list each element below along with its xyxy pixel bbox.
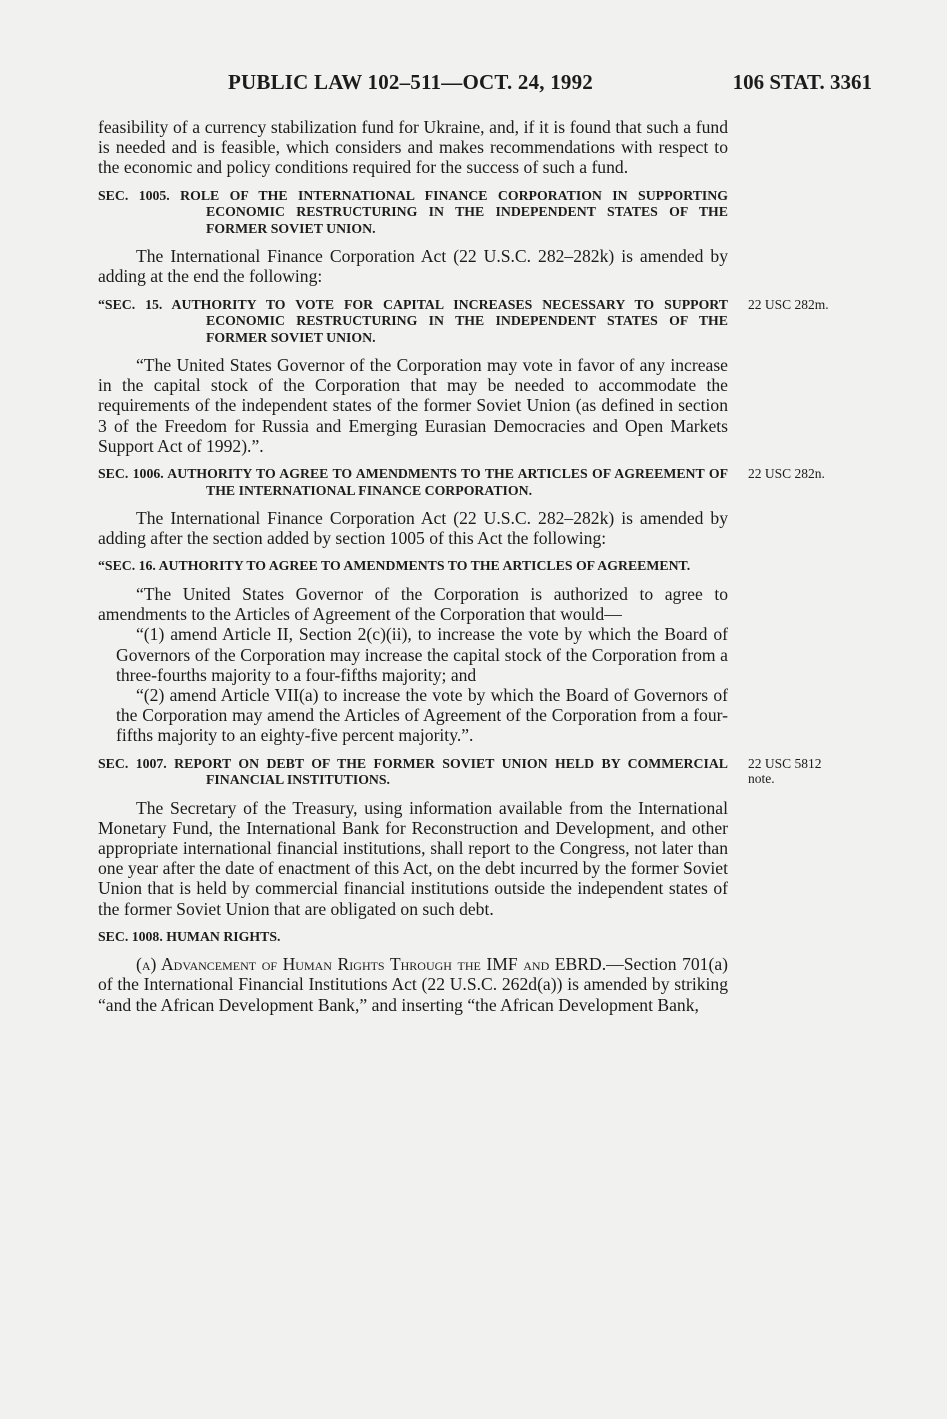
paragraph-item-2: “(2) amend Article VII(a) to increase the vote by which the Board of Governors of the Corporation may amend the Articles of Agreement of the Corporation from a four-fifths majority to an eighty-five percent majority.”. [116,684,728,746]
paragraph-item-1: “(1) amend Article II, Section 2(c)(ii), to increase the vote by which the Board of Governors of the Corporation may increase the capital stock of the Corporation from a three-fourths majority to a four-fifths majority; and [116,624,728,685]
running-head [0,70,880,100]
section-heading-1007 [98,755,822,789]
subsection-caption: (a) Advancement of Human Rights Through the IMF and EBRD. [136,954,607,975]
margin-citation-line1: 22 USC 5812 [748,755,822,771]
section-heading-text: SEC. 1007. REPORT ON DEBT OF THE FORMER SOVIET UNION HELD BY COMMERCIAL FINANCIAL INSTITUTIONS. [98,755,728,788]
stat-page-number: 106 STAT. 3361 [732,70,872,94]
paragraph-feasibility: feasibility of a currency stabilization fund for Ukraine, and, if it is found that such a fund is needed and is feasible, which considers and makes recommendations with respect to the economic and policy conditions required for the success of such a fund. [98,117,728,178]
paragraph-governor-authorized: “The United States Governor of the Corporation is authorized to agree to amendments to the Articles of Agreement of the Corporation that would— [98,583,728,625]
subsection-text: —Section 701(a) of the International Financial Institutions Act (22 U.S.C. 262d(a)) is amended by striking “and the African Development Bank,” and inserting “the African Development Bank, [98,954,728,1015]
section-heading-1008 [98,929,728,946]
page-title: PUBLIC LAW 102–511—OCT. 24, 1992 [228,70,593,94]
section-heading-text: “SEC. 15. AUTHORITY TO VOTE FOR CAPITAL INCREASES NECESSARY TO SUPPORT ECONOMIC RESTRUCTURING IN THE INDEPENDENT STATES OF THE FORMER SOVIET UNION. [98,296,728,345]
section-heading-1006 [98,466,825,499]
paragraph-human-rights [98,954,728,1015]
document-body [98,117,829,1015]
section-heading-text: SEC. 1006. AUTHORITY TO AGREE TO AMENDMENTS TO THE ARTICLES OF AGREEMENT OF THE INTERNATIONAL FINANCE CORPORATION. [98,466,728,498]
section-heading-text: SEC. 1008. HUMAN RIGHTS. [98,928,281,944]
paragraph-ifc-amend-2: The International Finance Corporation Act (22 U.S.C. 282–282k) is amended by adding after the section added by section 1005 of this Act the following: [98,508,728,549]
margin-citation: 22 USC 282n. [748,466,825,482]
margin-citation: 22 USC 282m. [748,296,829,312]
margin-citation [748,756,858,786]
section-heading-15 [98,296,829,347]
section-heading-text: “SEC. 16. AUTHORITY TO AGREE TO AMENDMENTS TO THE ARTICLES OF AGREEMENT. [98,558,691,574]
section-heading-text: SEC. 1005. ROLE OF THE INTERNATIONAL FINANCE CORPORATION IN SUPPORTING ECONOMIC RESTRUCTURING IN THE INDEPENDENT STATES OF THE FORMER SOVIET UNION. [98,187,728,236]
section-heading-16 [98,558,728,575]
margin-citation-line2: note. [748,770,775,786]
section-heading-1005 [98,188,728,238]
paragraph-ifc-amend: The International Finance Corporation Act (22 U.S.C. 282–282k) is amended by adding at the end the following: [98,246,728,287]
paragraph-debt-report: The Secretary of the Treasury, using information available from the International Monetary Fund, the International Bank for Reconstruction and Development, and other appropriate international financial institutions, shall report to the Congress, not later than one year after the date of enactment of this Act, on the debt incurred by the former Soviet Union that is held by commercial financial institutions outside the independent states of the former Soviet Union that are obligated on such debt. [98,797,728,919]
paragraph-capital-vote: “The United States Governor of the Corporation may vote in favor of any increase in the capital stock of the Corporation that may be needed to accommodate the requirements of the independent states of the former Soviet Union (as defined in section 3 of the Freedom for Russia and Emerging Eurasian Democracies and Open Markets Support Act of 1992).”. [98,355,728,456]
